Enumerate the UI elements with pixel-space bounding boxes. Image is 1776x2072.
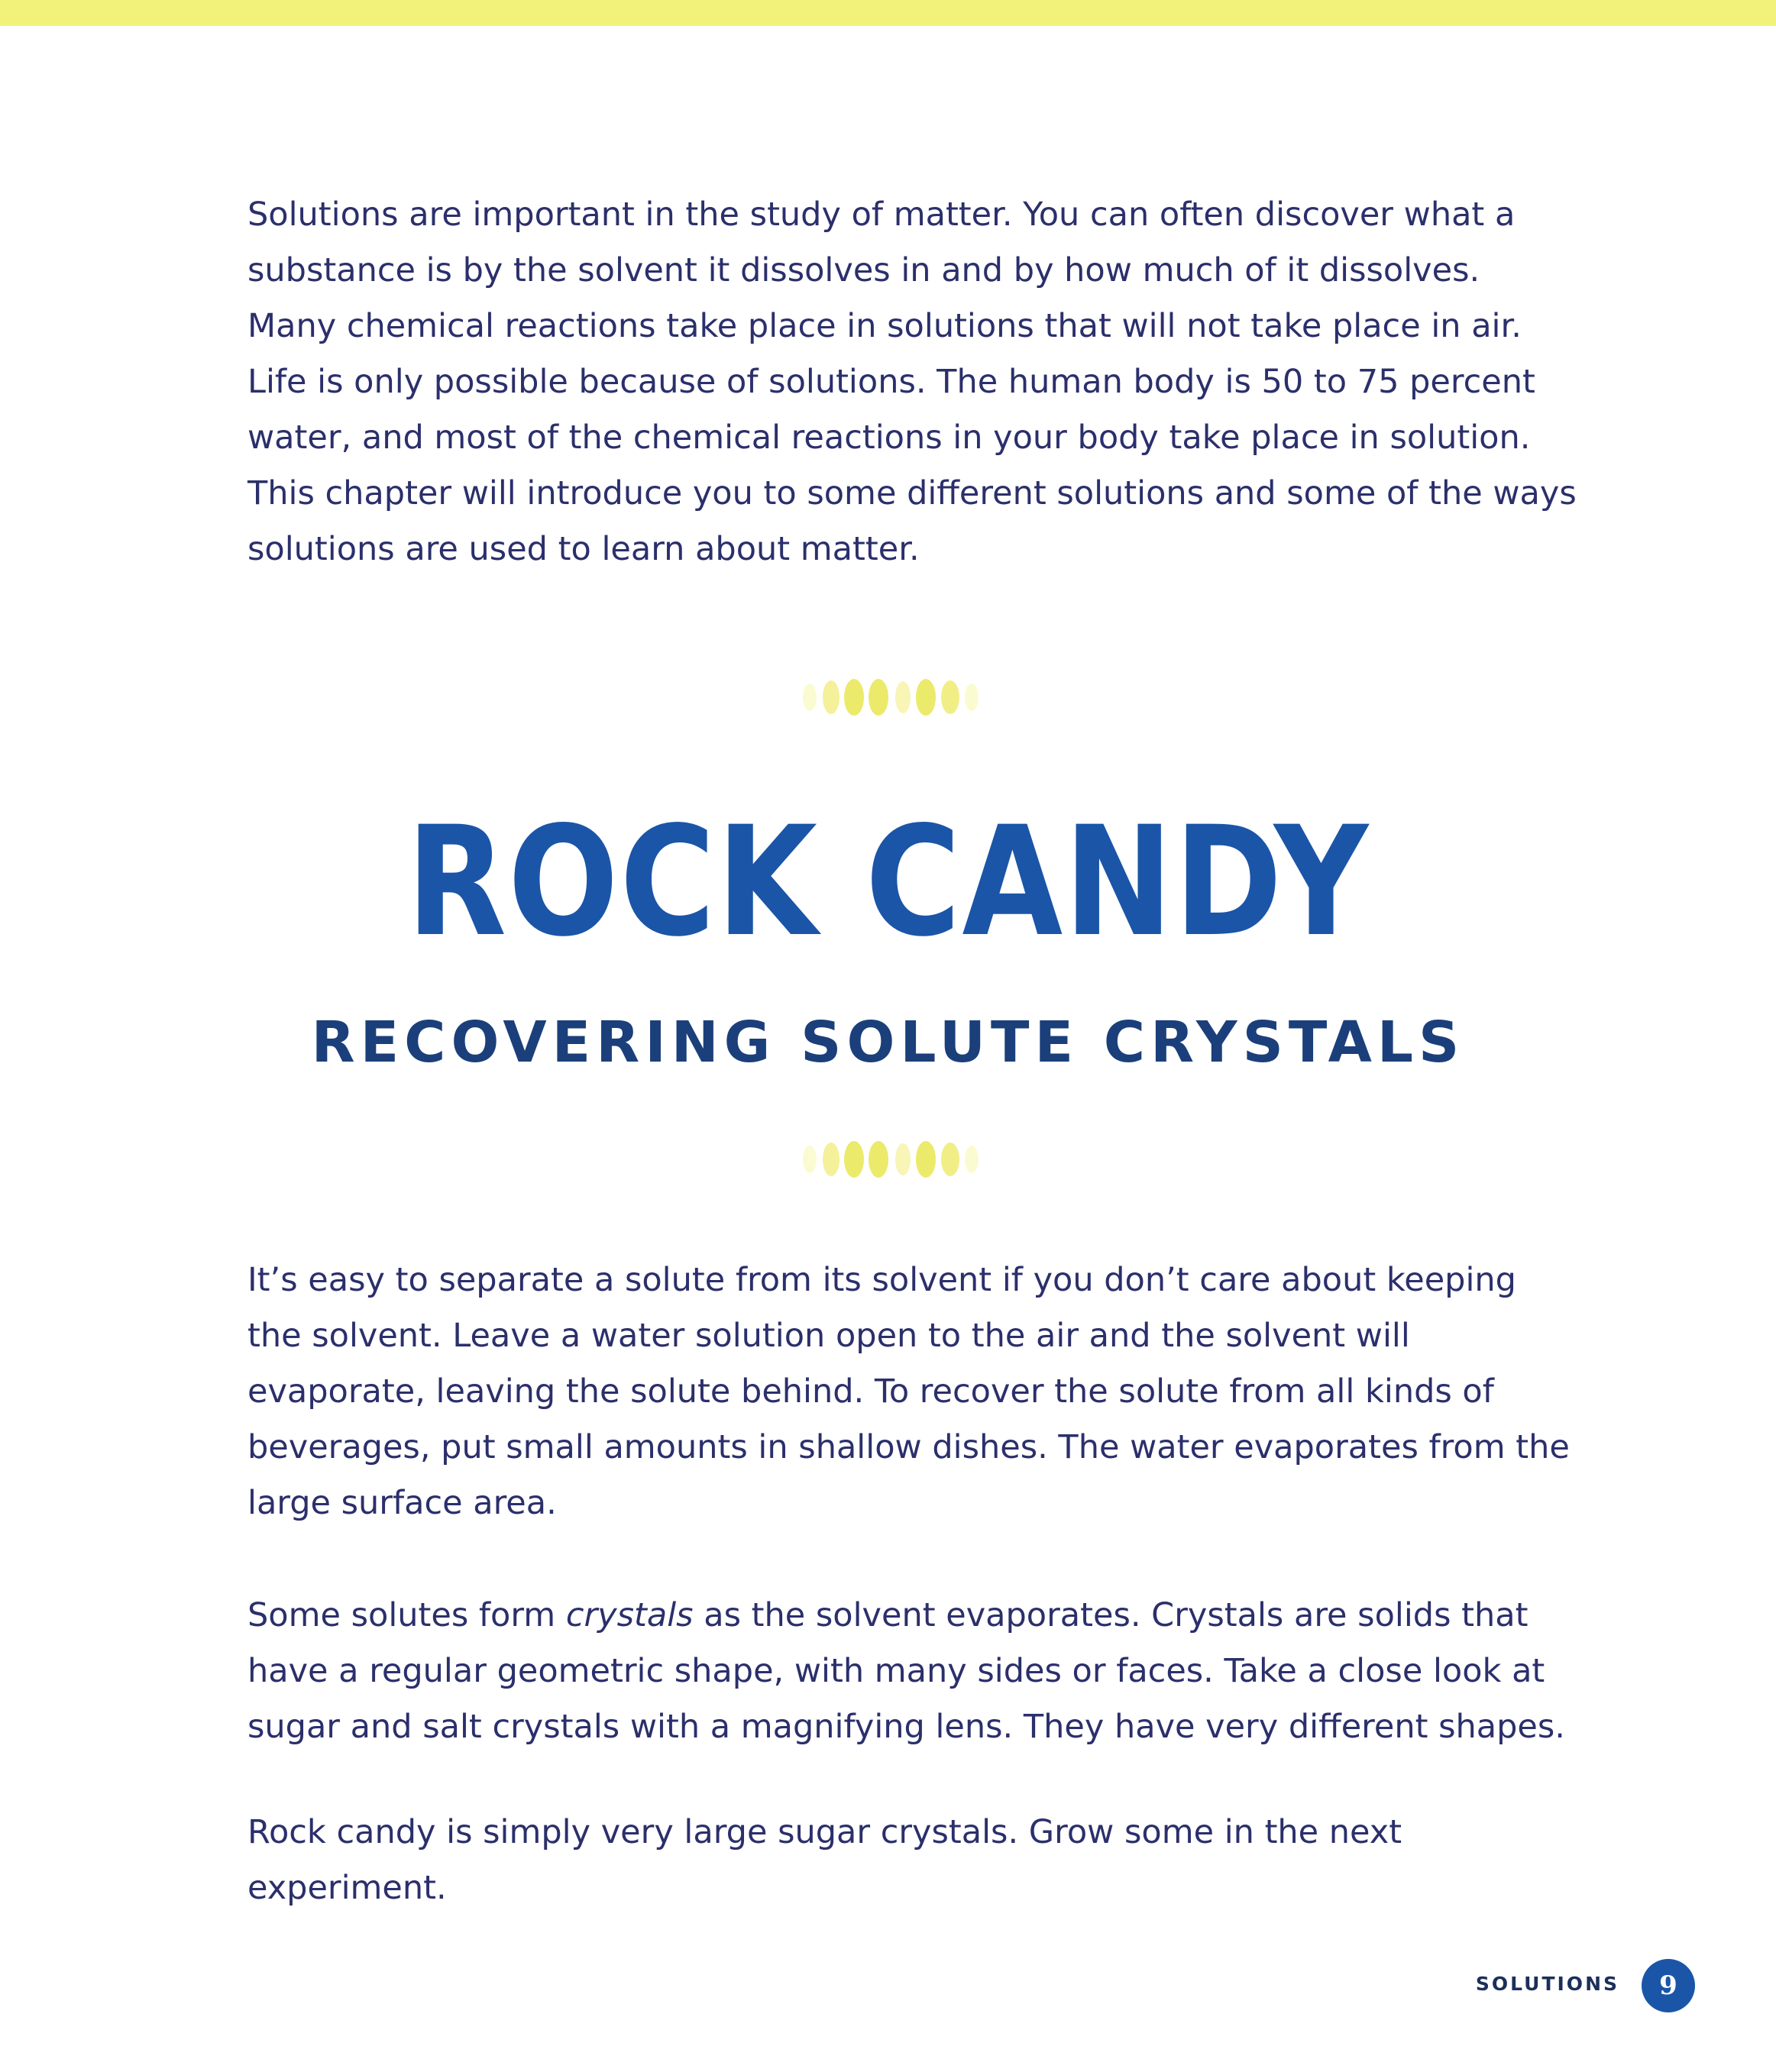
dot-icon xyxy=(916,679,936,716)
intro-paragraph: Solutions are important in the study of matter. You can often discover what a substance is by the solvent it dissolves in and by how much of it dissolves. Many chemical reactions take place in solutions that will not take place in air. Life is only possible because of solutions. The human body is 50 to 75 percent water, and most of the chemical reactions in your body take place in solution. This chapter will introduce you to some different solutions and some of the ways solutions are used to learn about matter. xyxy=(247,196,1577,568)
dot-icon xyxy=(941,680,959,714)
dot-icon xyxy=(803,684,817,711)
dot-icon xyxy=(965,684,979,711)
dot-icon xyxy=(965,1146,979,1173)
crystals-term: crystals xyxy=(565,1596,694,1634)
evaporation-paragraph: It’s easy to separate a solute from its solvent if you don’t care about keeping the solvent. Leave a water solution open to the air and the solvent will evaporate, leaving the solute behind. To recover the solute from all kinds of beverages, put small amounts in shallow dishes. The water evaporates from the large surface area. xyxy=(247,1261,1570,1522)
dot-icon xyxy=(916,1141,936,1178)
section-subtitle: RECOVERING SOLUTE CRYSTALS xyxy=(311,1010,1465,1075)
dot-icon xyxy=(895,1143,911,1175)
dot-icon xyxy=(844,679,864,716)
dot-icon xyxy=(803,1146,817,1173)
dot-icon xyxy=(823,1143,839,1176)
section-title: ROCK CANDY xyxy=(406,794,1370,970)
page-number-badge: 9 xyxy=(1642,1959,1695,2012)
rock-candy-paragraph: Rock candy is simply very large sugar crystals. Grow some in the next experiment. xyxy=(247,1813,1402,1907)
dot-icon xyxy=(869,679,888,716)
decorative-dots-bottom xyxy=(794,1139,1024,1179)
dot-icon xyxy=(941,1143,959,1176)
crystals-paragraph-end: as the solvent evaporates. Crystals are solids that have a regular geometric shape, with many sides or faces. Take a close look at sugar and salt crystals with a magnifying lens. They have very different shapes. xyxy=(247,1596,1565,1746)
chapter-label: SOLUTIONS xyxy=(1475,1973,1619,1995)
crystals-paragraph-start: Some solutes form xyxy=(247,1596,566,1634)
dot-icon xyxy=(823,680,839,714)
top-color-band xyxy=(0,0,1776,26)
dot-icon xyxy=(869,1141,888,1178)
dot-icon xyxy=(895,681,911,713)
crystals-paragraph xyxy=(247,1588,1577,1755)
dot-icon xyxy=(844,1141,864,1178)
decorative-dots-top xyxy=(794,677,1024,717)
